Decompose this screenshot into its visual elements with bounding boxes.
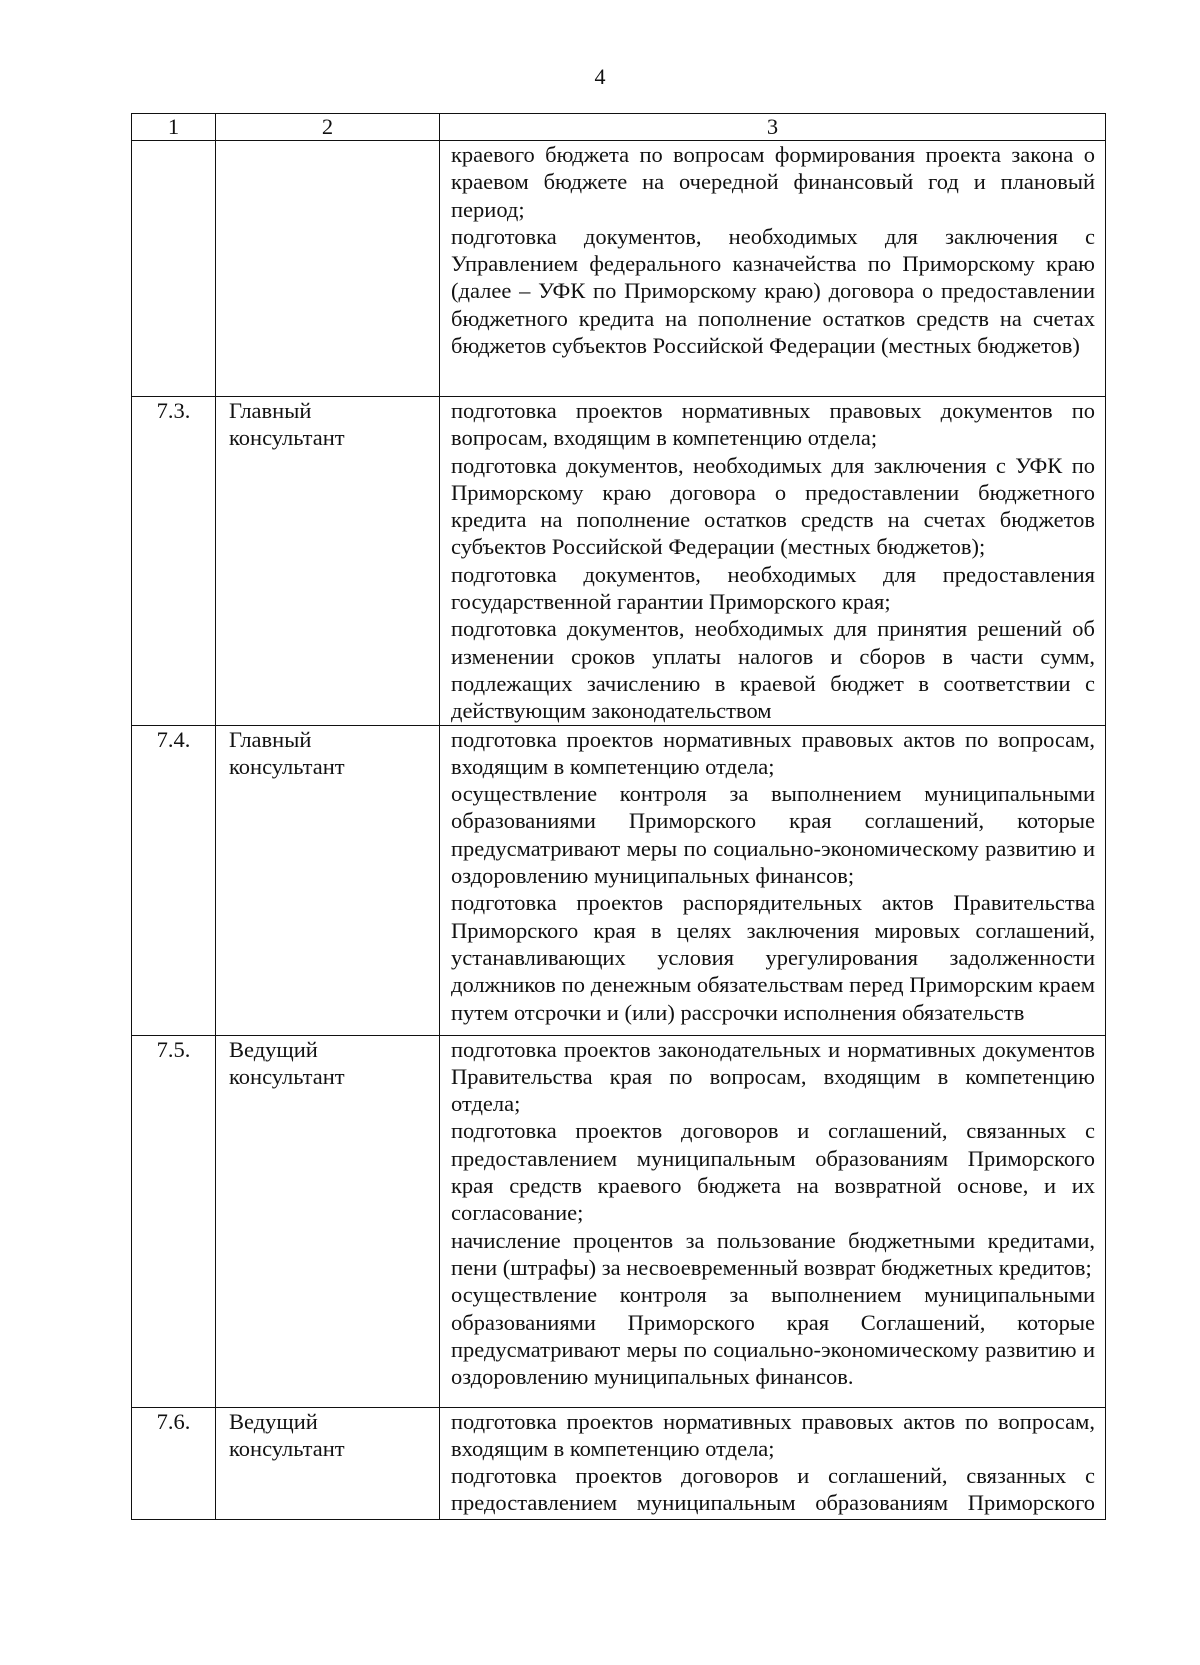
table-header-row: [132, 114, 1106, 141]
duty-item: краевого бюджета по вопросам формирования проекта закона о краевом бюджете на очередной финансовый год и плановый период;: [451, 142, 1095, 222]
row-number: [132, 141, 216, 397]
position-title: Главный консультант: [216, 725, 440, 1035]
table-row: [132, 725, 1106, 1035]
position-title: Ведущий консультант: [216, 1035, 440, 1407]
position-title: Главный консультант: [216, 397, 440, 726]
duties-cell: [440, 1035, 1106, 1407]
row-number: 7.3.: [132, 397, 216, 726]
header-col-3: 3: [440, 114, 1106, 141]
duty-item: подготовка документов, необходимых для принятия решений об изменении сроков уплаты налогов и сборов в части сумм, подлежащих зачислению в краевой бюджет в соответствии с действующим законодательством: [451, 616, 1095, 724]
row-number: 7.6.: [132, 1407, 216, 1519]
duties-cell: [440, 397, 1106, 726]
positions-table: [131, 113, 1106, 1520]
duty-item: осуществление контроля за выполнением муниципальными образованиями Приморского края соглашений, которые предусматривают меры по социально-экономическому развитию и оздоровлению муниципальных финансов;: [451, 781, 1095, 889]
duty-item: подготовка проектов нормативных правовых документов по вопросам, входящим в компетенцию отдела;: [451, 398, 1095, 451]
duty-item: подготовка проектов нормативных правовых актов по вопросам, входящим в компетенцию отдела;: [451, 1408, 1095, 1461]
duty-item: подготовка проектов договоров и соглашений, связанных с предоставлением муниципальным образованиям Приморского края средств краевого бюджета на возвратной основе, и их согласование;: [451, 1118, 1095, 1226]
duties-cell: [440, 141, 1106, 397]
table-row: [132, 397, 1106, 726]
duty-item: осуществление контроля за выполнением муниципальными образованиями Приморского края Соглашений, которые предусматривают меры по социально-экономическому развитию и оздоровлению муниципальных финансов.: [451, 1282, 1095, 1390]
duty-item: подготовка документов, необходимых для заключения с УФК по Приморскому краю договора о предоставлении бюджетного кредита на пополнение остатков средств на счетах бюджетов субъектов Российской Федерации (местных бюджетов);: [451, 452, 1095, 560]
page-number: 4: [594, 64, 606, 89]
position-title: [216, 141, 440, 397]
duty-item: подготовка проектов договоров и соглашений, связанных с предоставлением муниципальным образованиям Приморского: [451, 1463, 1095, 1516]
header-col-2: 2: [216, 114, 440, 141]
row-number: 7.5.: [132, 1035, 216, 1407]
row-number: 7.4.: [132, 725, 216, 1035]
duty-item: подготовка документов, необходимых для предоставления государственной гарантии Приморского края;: [451, 561, 1095, 615]
duty-item: начисление процентов за пользование бюджетными кредитами, пени (штрафы) за несвоевременный возврат бюджетных кредитов;: [451, 1227, 1095, 1280]
duty-item: подготовка проектов распорядительных актов Правительства Приморского края в целях заключения мировых соглашений, устанавливающих условия урегулирования задолженности должников по денежным обязательствам перед Приморским краем путем отсрочки и (или) рассрочки исполнения обязательств: [451, 890, 1095, 1025]
duties-cell: [440, 1407, 1106, 1519]
position-title: Ведущий консультант: [216, 1407, 440, 1519]
duty-item: подготовка проектов нормативных правовых актов по вопросам, входящим в компетенцию отдела;: [451, 726, 1095, 779]
table-row: [132, 1035, 1106, 1407]
table-row: [132, 141, 1106, 397]
table-row: [132, 1407, 1106, 1519]
duty-item: подготовка проектов законодательных и нормативных документов Правительства края по вопросам, входящим в компетенцию отдела;: [451, 1036, 1095, 1117]
duties-cell: [440, 725, 1106, 1035]
duty-item: подготовка документов, необходимых для заключения с Управлением федерального казначейства по Приморскому краю (далее – УФК по Приморскому краю) договора о предоставлении бюджетного кредита на пополнение остатков средств на счетах бюджетов субъектов Российской Федерации (местных бюджетов): [451, 223, 1095, 359]
header-col-1: 1: [132, 114, 216, 141]
